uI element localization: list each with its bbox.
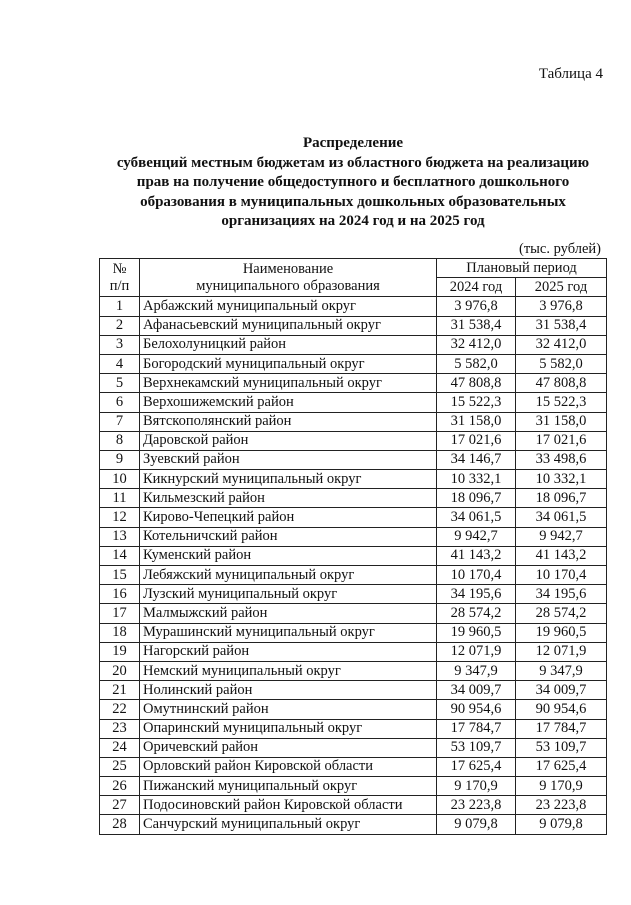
value-2025: 15 522,3 [516, 393, 607, 412]
table-row [100, 815, 607, 834]
table-row [100, 777, 607, 796]
municipality-name: Афанасьевский муниципальный округ [140, 316, 437, 335]
municipality-name: Вятскополянский район [140, 412, 437, 431]
table-row [100, 335, 607, 354]
row-number: 16 [100, 585, 140, 604]
municipality-name: Кикнурский муниципальный округ [140, 470, 437, 489]
value-2025: 41 143,2 [516, 546, 607, 565]
municipality-name: Верхошижемский район [140, 393, 437, 412]
row-number: 7 [100, 412, 140, 431]
value-2025: 18 096,7 [516, 489, 607, 508]
table-row [100, 757, 607, 776]
header-year-2024: 2024 год [437, 278, 516, 297]
value-2025: 9 170,9 [516, 777, 607, 796]
table-row [100, 681, 607, 700]
municipality-name: Лузский муниципальный округ [140, 585, 437, 604]
municipality-name: Подосиновский район Кировской области [140, 796, 437, 815]
title-line: Распределение [302, 135, 404, 151]
value-2024: 31 538,4 [437, 316, 516, 335]
value-2024: 90 954,6 [437, 700, 516, 719]
table-row [100, 412, 607, 431]
row-number: 15 [100, 566, 140, 585]
value-2025: 10 170,4 [516, 566, 607, 585]
row-number: 28 [100, 815, 140, 834]
table-row [100, 719, 607, 738]
table-row [100, 527, 607, 546]
row-number: 3 [100, 335, 140, 354]
row-number: 22 [100, 700, 140, 719]
value-2025: 9 942,7 [516, 527, 607, 546]
header-name-line2: муниципального образования [196, 277, 380, 294]
value-2025: 53 109,7 [516, 738, 607, 757]
table-row [100, 431, 607, 450]
municipality-name: Омутнинский район [140, 700, 437, 719]
row-number: 13 [100, 527, 140, 546]
table-row [100, 700, 607, 719]
value-2025: 28 574,2 [516, 604, 607, 623]
header-name-line1: Наименование [242, 260, 334, 277]
value-2024: 17 784,7 [437, 719, 516, 738]
value-2024: 47 808,8 [437, 374, 516, 393]
municipality-name: Кирово-Чепецкий район [140, 508, 437, 527]
header-period: Плановый период [437, 259, 607, 278]
value-2025: 9 347,9 [516, 661, 607, 680]
table-row [100, 661, 607, 680]
table-row [100, 623, 607, 642]
header-num [100, 259, 140, 297]
value-2024: 17 625,4 [437, 757, 516, 776]
value-2024: 34 146,7 [437, 450, 516, 469]
title-line: прав на получение общедоступного и бесплатного дошкольного [136, 174, 570, 190]
value-2025: 31 538,4 [516, 316, 607, 335]
value-2024: 32 412,0 [437, 335, 516, 354]
value-2024: 17 021,6 [437, 431, 516, 450]
header-num-line2: п/п [109, 277, 130, 294]
value-2024: 10 332,1 [437, 470, 516, 489]
municipality-name: Даровской район [140, 431, 437, 450]
row-number: 10 [100, 470, 140, 489]
municipality-name: Лебяжский муниципальный округ [140, 566, 437, 585]
value-2025: 47 808,8 [516, 374, 607, 393]
value-2024: 18 096,7 [437, 489, 516, 508]
municipality-name: Малмыжский район [140, 604, 437, 623]
distribution-table [99, 258, 607, 835]
row-number: 24 [100, 738, 140, 757]
value-2024: 9 347,9 [437, 661, 516, 680]
row-number: 4 [100, 354, 140, 373]
row-number: 21 [100, 681, 140, 700]
municipality-name: Орловский район Кировской области [140, 757, 437, 776]
value-2025: 5 582,0 [516, 354, 607, 373]
header-year-2025: 2025 год [516, 278, 607, 297]
value-2025: 34 009,7 [516, 681, 607, 700]
units-label: (тыс. рублей) [519, 241, 601, 257]
table-body [100, 297, 607, 834]
row-number: 25 [100, 757, 140, 776]
value-2025: 34 195,6 [516, 585, 607, 604]
municipality-name: Нолинский район [140, 681, 437, 700]
table-row [100, 450, 607, 469]
table-row [100, 546, 607, 565]
row-number: 26 [100, 777, 140, 796]
header-num-line1: № [112, 260, 127, 277]
municipality-name: Нагорский район [140, 642, 437, 661]
table-row [100, 374, 607, 393]
title-line: образования в муниципальных дошкольных образовательных [140, 193, 566, 210]
table-row [100, 738, 607, 757]
row-number: 20 [100, 661, 140, 680]
table-row [100, 566, 607, 585]
row-number: 6 [100, 393, 140, 412]
value-2025: 31 158,0 [516, 412, 607, 431]
municipality-name: Куменский район [140, 546, 437, 565]
table-label: Таблица 4 [538, 66, 603, 82]
municipality-name: Зуевский район [140, 450, 437, 469]
table-row [100, 642, 607, 661]
value-2024: 53 109,7 [437, 738, 516, 757]
municipality-name: Опаринский муниципальный округ [140, 719, 437, 738]
table-row [100, 604, 607, 623]
value-2025: 3 976,8 [516, 297, 607, 316]
value-2024: 41 143,2 [437, 546, 516, 565]
value-2024: 34 061,5 [437, 508, 516, 527]
table-row [100, 470, 607, 489]
header-name [140, 259, 437, 297]
table-row [100, 489, 607, 508]
value-2025: 32 412,0 [516, 335, 607, 354]
row-number: 12 [100, 508, 140, 527]
row-number: 9 [100, 450, 140, 469]
value-2024: 34 195,6 [437, 585, 516, 604]
value-2024: 23 223,8 [437, 796, 516, 815]
value-2024: 28 574,2 [437, 604, 516, 623]
row-number: 2 [100, 316, 140, 335]
value-2025: 12 071,9 [516, 642, 607, 661]
row-number: 18 [100, 623, 140, 642]
value-2025: 9 079,8 [516, 815, 607, 834]
row-number: 27 [100, 796, 140, 815]
municipality-name: Кильмезский район [140, 489, 437, 508]
value-2024: 9 942,7 [437, 527, 516, 546]
table-row [100, 354, 607, 373]
value-2024: 10 170,4 [437, 566, 516, 585]
row-number: 19 [100, 642, 140, 661]
municipality-name: Мурашинский муниципальный округ [140, 623, 437, 642]
value-2024: 31 158,0 [437, 412, 516, 431]
value-2025: 23 223,8 [516, 796, 607, 815]
value-2024: 19 960,5 [437, 623, 516, 642]
municipality-name: Котельничский район [140, 527, 437, 546]
table-row [100, 796, 607, 815]
value-2025: 34 061,5 [516, 508, 607, 527]
value-2025: 17 021,6 [516, 431, 607, 450]
value-2025: 19 960,5 [516, 623, 607, 642]
table-row [100, 585, 607, 604]
municipality-name: Арбажский муниципальный округ [140, 297, 437, 316]
value-2024: 34 009,7 [437, 681, 516, 700]
table-row [100, 393, 607, 412]
value-2024: 9 079,8 [437, 815, 516, 834]
row-number: 11 [100, 489, 140, 508]
value-2024: 12 071,9 [437, 642, 516, 661]
title-line: субвенций местным бюджетам из областного бюджета на реализацию [116, 154, 590, 171]
value-2024: 9 170,9 [437, 777, 516, 796]
document-title [90, 134, 616, 232]
value-2025: 90 954,6 [516, 700, 607, 719]
value-2024: 15 522,3 [437, 393, 516, 412]
municipality-name: Белохолуницкий район [140, 335, 437, 354]
municipality-name: Немский муниципальный округ [140, 661, 437, 680]
municipality-name: Пижанский муниципальный округ [140, 777, 437, 796]
value-2024: 3 976,8 [437, 297, 516, 316]
table-row [100, 316, 607, 335]
municipality-name: Санчурский муниципальный округ [140, 815, 437, 834]
value-2025: 10 332,1 [516, 470, 607, 489]
value-2025: 33 498,6 [516, 450, 607, 469]
table-row [100, 508, 607, 527]
row-number: 23 [100, 719, 140, 738]
value-2025: 17 625,4 [516, 757, 607, 776]
value-2024: 5 582,0 [437, 354, 516, 373]
row-number: 1 [100, 297, 140, 316]
row-number: 5 [100, 374, 140, 393]
value-2025: 17 784,7 [516, 719, 607, 738]
municipality-name: Верхнекамский муниципальный округ [140, 374, 437, 393]
municipality-name: Богородский муниципальный округ [140, 354, 437, 373]
row-number: 17 [100, 604, 140, 623]
municipality-name: Оричевский район [140, 738, 437, 757]
table-row [100, 297, 607, 316]
title-line: организациях на 2024 год и на 2025 год [221, 213, 485, 229]
row-number: 14 [100, 546, 140, 565]
row-number: 8 [100, 431, 140, 450]
